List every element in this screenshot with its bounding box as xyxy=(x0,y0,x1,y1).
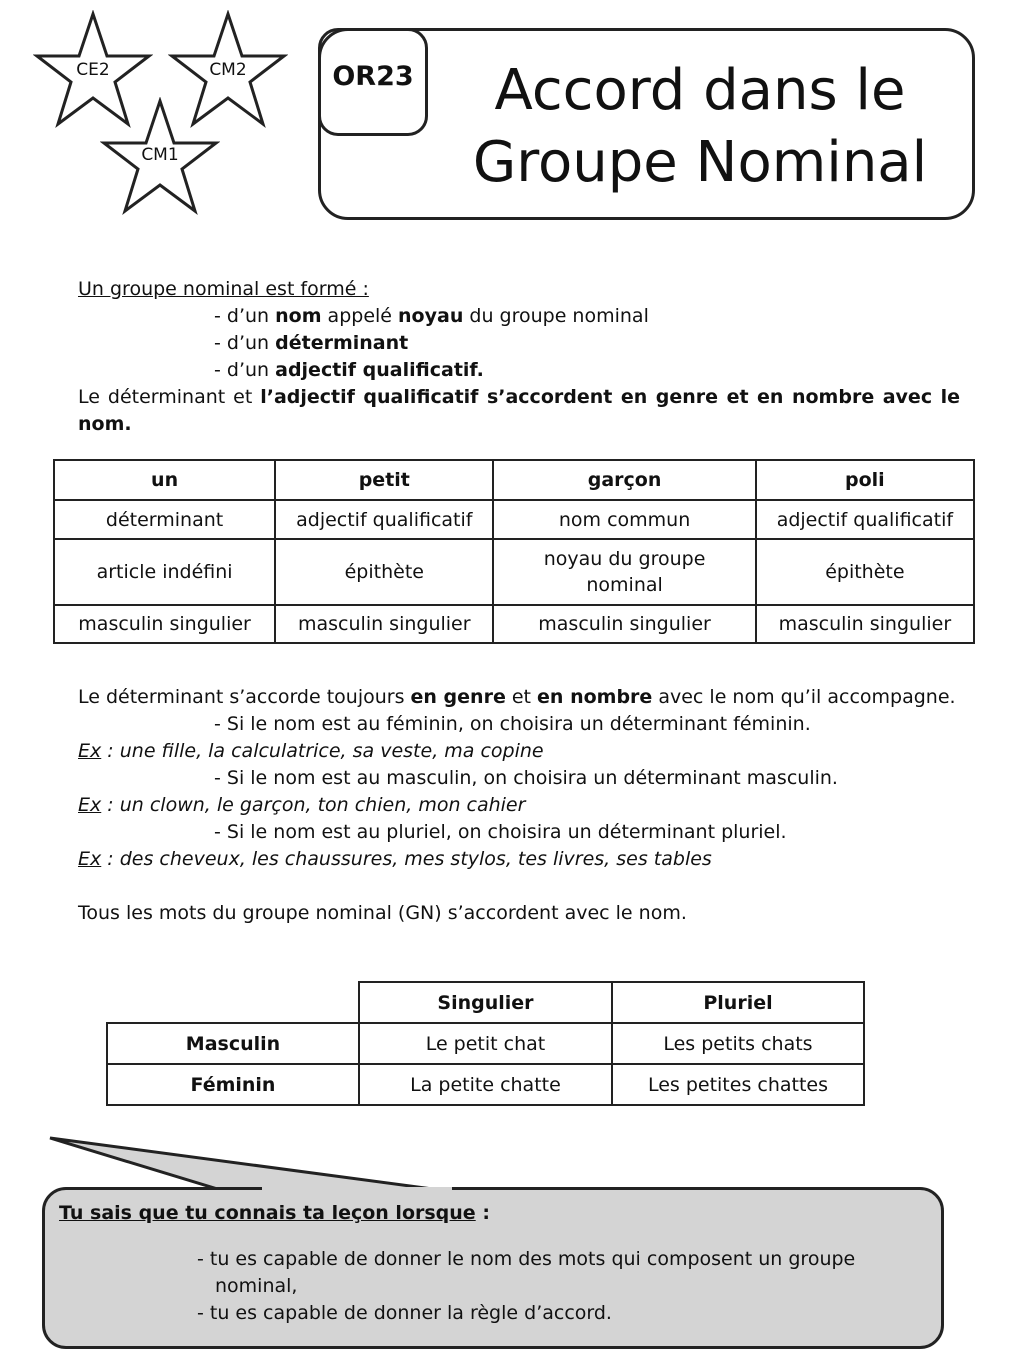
table-row xyxy=(107,1023,864,1064)
star-badge-cm1 xyxy=(100,97,220,215)
rule-feminin: - Si le nom est au féminin, on choisira un déterminant féminin. xyxy=(214,713,811,735)
table-cell: épithète xyxy=(275,539,493,605)
intro-rule: Le déterminant et l’adjectif qualificatif s’accordent en genre et en nombre avec le nom. xyxy=(78,386,960,435)
row-header-cell: Féminin xyxy=(107,1064,359,1105)
determinant-rule: Le déterminant s’accorde toujours en genre et en nombre avec le nom qu’il accompagne. xyxy=(78,686,956,708)
example-feminin: Ex : une fille, la calculatrice, sa veste, ma copine xyxy=(78,740,544,762)
table-header-cell: garçon xyxy=(493,460,755,500)
table-row xyxy=(107,1064,864,1105)
table-header-row xyxy=(107,982,864,1023)
intro-item-adjectif: - d’un adjectif qualificatif. xyxy=(214,359,484,381)
determinant-section xyxy=(78,684,960,927)
table-cell: article indéfini xyxy=(54,539,275,605)
intro-item-nom: - d’un nom appelé noyau du groupe nominal xyxy=(214,305,649,327)
callout-item-2: - tu es capable de donner la règle d’accord. xyxy=(197,1302,612,1324)
table-cell: déterminant xyxy=(54,500,275,539)
table-header-cell: un xyxy=(54,460,275,500)
table-cell: Les petites chattes xyxy=(612,1064,864,1105)
lesson-code-box xyxy=(318,28,428,136)
example-pluriel: Ex : des cheveux, les chaussures, mes stylos, tes livres, ses tables xyxy=(78,848,712,870)
level-label-cm2: CM2 xyxy=(209,60,247,80)
intro-item-determinant: - d’un déterminant xyxy=(214,332,409,354)
table-cell: nom commun xyxy=(493,500,755,539)
page-title xyxy=(440,55,960,199)
callout-heading-row: Tu sais que tu connais ta leçon lorsque : xyxy=(59,1202,490,1224)
analysis-table xyxy=(53,459,975,644)
table-row xyxy=(54,605,974,643)
table-cell: épithète xyxy=(756,539,974,605)
table-header-cell: Pluriel xyxy=(612,982,864,1023)
gn-rule: Tous les mots du groupe nominal (GN) s’accordent avec le nom. xyxy=(78,902,687,924)
callout-item-1-line-2: nominal, xyxy=(215,1275,298,1297)
table-header-cell: poli xyxy=(756,460,974,500)
table-cell: Les petits chats xyxy=(612,1023,864,1064)
intro-section xyxy=(78,276,960,438)
row-header-cell: Masculin xyxy=(107,1023,359,1064)
table-cell: adjectif qualificatif xyxy=(275,500,493,539)
rule-masculin: - Si le nom est au masculin, on choisira un déterminant masculin. xyxy=(214,767,838,789)
empty-corner-cell xyxy=(107,982,359,1023)
callout-heading: Tu sais que tu connais ta leçon lorsque xyxy=(59,1202,476,1224)
table-row xyxy=(54,539,974,605)
rule-pluriel: - Si le nom est au pluriel, on choisira un déterminant pluriel. xyxy=(214,821,787,843)
table-row xyxy=(54,500,974,539)
title-line-1: Accord dans le xyxy=(494,58,906,123)
table-cell: adjectif qualificatif xyxy=(756,500,974,539)
level-label-ce2: CE2 xyxy=(76,60,110,80)
table-cell: La petite chatte xyxy=(359,1064,612,1105)
intro-heading: Un groupe nominal est formé : xyxy=(78,278,369,300)
callout-items xyxy=(197,1246,917,1327)
table-cell: noyau du groupe nominal xyxy=(493,539,755,605)
table-cell: masculin singulier xyxy=(275,605,493,643)
callout-tail-join xyxy=(262,1187,452,1191)
summary-callout xyxy=(42,1187,944,1349)
table-cell: masculin singulier xyxy=(756,605,974,643)
level-label-cm1: CM1 xyxy=(141,145,179,165)
table-header-row xyxy=(54,460,974,500)
table-cell: Le petit chat xyxy=(359,1023,612,1064)
title-line-2: Groupe Nominal xyxy=(472,130,928,195)
table-header-cell: Singulier xyxy=(359,982,612,1023)
callout-item-1-line-1: - tu es capable de donner le nom des mots qui composent un groupe xyxy=(197,1248,856,1270)
table-cell: masculin singulier xyxy=(493,605,755,643)
lesson-code: OR23 xyxy=(332,61,414,92)
table-cell: masculin singulier xyxy=(54,605,275,643)
example-masculin: Ex : un clown, le garçon, ton chien, mon cahier xyxy=(78,794,526,816)
table-header-cell: petit xyxy=(275,460,493,500)
agreement-table xyxy=(106,981,865,1106)
